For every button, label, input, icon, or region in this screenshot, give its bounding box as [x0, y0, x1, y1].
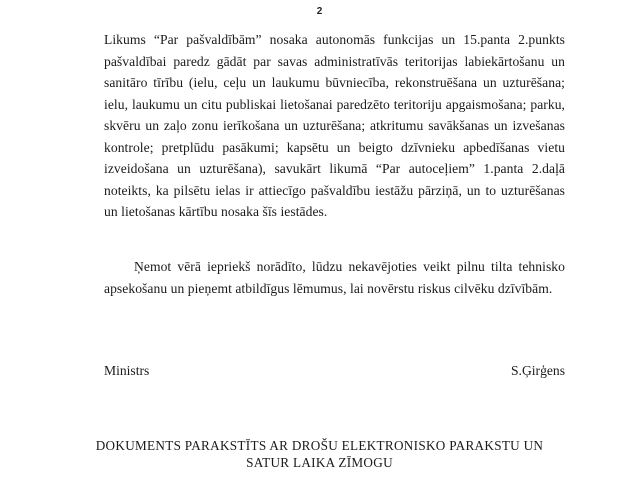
page-number: 2: [316, 6, 323, 17]
signatory-name: S.Ģirģens: [511, 363, 565, 378]
body-paragraph-request: [104, 256, 565, 299]
request-text: Ņemot vērā iepriekš norādīto, lūdzu nekavējoties veikt pilnu tilta tehnisko apsekošanu un pieņemt atbildīgus lēmumus, lai novērstu riskus cilvēku dzīvībām.: [104, 259, 565, 296]
notice-line-1: DOKUMENTS PARAKSTĪTS AR DROŠU ELEKTRONISKO PARAKSTU UN: [95, 438, 544, 453]
electronic-signature-notice: [60, 437, 579, 471]
notice-line-2: SATUR LAIKA ZĪMOGU: [246, 455, 393, 470]
signatory-title: Ministrs: [104, 363, 150, 378]
body-paragraph-legal-basis: Likums “Par pašvaldībām” nosaka autonomās funkcijas un 15.panta 2.punkts pašvaldībai paredz gādāt par savas administratīvās teritorijas labiekārtošanu un sanitāro tīrību (ielu, ceļu un laukumu būvniecība, rekonstruēšana un uzturēšana; ielu, laukumu un citu publiskai lietošanai paredzēto teritoriju apgaismošana; parku, skvēru un zaļo zonu ierīkošana un uzturēšana; atkritumu savākšanas un izvešanas kontrole; pretplūdu pasākumi; kapsētu un beigto dzīvnieku apbedīšanas vietu izveidošana un uzturēšana), savukārt likumā “Par autoceļiem” 1.panta 2.daļā noteikts, ka pilsētu ielas ir attiecīgo pašvaldību iestāžu pārziņā, un to uzturēšanas un lietošanas kārtību nosaka šīs iestādes.: [104, 32, 565, 219]
